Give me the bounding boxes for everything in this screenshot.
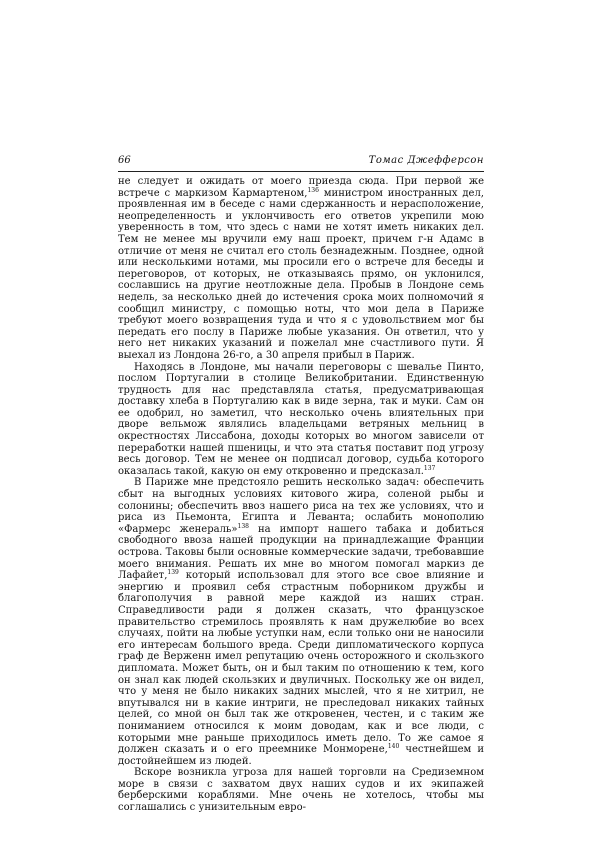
footnote-ref: 137 [423, 464, 436, 472]
footnote-ref: 136 [307, 186, 319, 194]
body-text [118, 176, 484, 814]
paragraph [118, 176, 484, 362]
footnote-ref: 140 [387, 743, 400, 751]
running-header [118, 154, 484, 168]
running-title: Томас Джефферсон [368, 155, 484, 166]
header-rule [118, 171, 484, 172]
text-run: на импорт нашего табака и добиться свободного ввоза нашей продукции на принадлежащие Франции острова. Таковы были основные коммерческие задачи, требовавшие моего внимания. Решать их мне во многом помогал маркиз де Лафайет, [118, 523, 485, 582]
paragraph [118, 767, 484, 813]
footnote-ref: 139 [167, 569, 179, 577]
text-run: не следует и ожидать от моего приезда сюда. При первой же встрече с маркизом Кармартеном, [118, 176, 484, 199]
paragraph [118, 477, 484, 767]
text-run: честнейшем и достойнейшем из людей. [118, 744, 484, 767]
text-run: Находясь в Лондоне, мы начали переговоры с шевалье Пинто, послом Португалии в столице Великобритании. Единственную трудность для нас представляла статья, предусматривающая доставку хлеба в Португалию как в виде зерна, так и муки. Сам он ее одобрил, но заметил, что несколько очень влиятельных при дворе вельмож являлись владельцами ветряных мельниц в окрестностях Лиссабона, доходы которых во многом зависели от переработки нашей пшеницы, и что эта статья поставит под угрозу весь договор. Тем не менее он подписал договор, судьба которого оказалась такой, какую он ему откровенно и предсказал. [118, 361, 484, 477]
text-run: Вскоре возникла угроза для нашей торговли на Средиземном море в связи с захватом двух наших судов и их экипажей берберскими кораблями. Мне очень не хотелось, чтобы мы соглашались с унизительным евро- [118, 767, 484, 814]
paragraph [118, 362, 484, 478]
text-run: министром иностранных дел, проявленная им в беседе с нами сдержанность и нерасположение, неопределенность и уклончивость его ответов укрепили мою уверенность в том, что здесь с нами не хотят иметь никаких дел. Тем не менее мы вручили ему наш проект, причем г-н Адамс в отличие от меня не считал его столь безнадежным. Позднее, одной или несколькими нотами, мы просили его о встрече для беседы и переговоров, от которых, не отказываясь прямо, он уклонился, сославшись на другие неотложные дела. Пробыв в Лондоне семь недель, за несколько дней до истечения срока моих полномочий я сообщил министру, с помощью ноты, что мои дела в Париже требуют моего возвращения туда и что я с удовольствием мог бы передать его послу в Париже любые указания. Он ответил, что у него нет никаких указаний и пожелал мне счастливого пути. Я выехал из Лондона 26-го, а 30 апреля прибыл в Париж. [118, 187, 484, 361]
text-run: который использовал для этого все свое влияние и энергию и проявил себя страстным поборником дружбы и благополучия в равной мере каждой из наших стран. Справедливости ради я должен сказать, что французское правительство стремилось проявлять к нам дружелюбие во всех случаях, пойти на любые уступки нам, если только они не наносили его интересам большого вреда. Среди дипломатического корпуса граф де Верженн имел репутацию очень осторожного и скользкого дипломата. Может быть, он и был таким по отношению к тем, кого он знал как людей скользких и двуличных. Поскольку же он видел, что у меня не было никаких задних мыслей, что я не хитрил, не впутывался ни в какие интриги, не преследовал никаких тайных целей, со мной он был так же откровенен, честен, и с таким же пониманием относился к моим доводам, как и все люди, с которыми мне раньше приходилось иметь дело. То же самое я должен сказать и о его преемнике Монморене, [118, 570, 484, 756]
text-run: В Париже мне предстояло решить несколько задач: обеспечить сбыт на выгодных условиях китового жира, соленой рыбы и солонины; обеспечить ввоз нашего риса на тех же условиях, что и риса из Пьемонта, Египта и Леванта; ослабить монополию «Фармерс женераль» [118, 477, 484, 535]
footnote-ref: 138 [237, 522, 249, 530]
page-number: 66 [118, 155, 131, 166]
